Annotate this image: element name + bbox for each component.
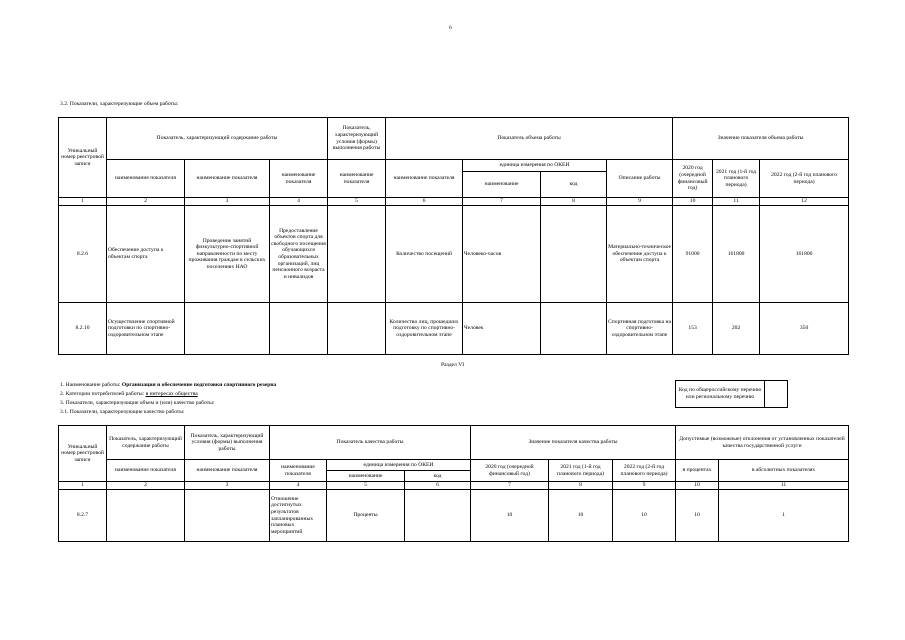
cell-indicator: Количество лиц, прошедших подготовку по спортивно-оздоровительном этапе bbox=[386, 303, 463, 355]
h-quality: Показатель качества работы bbox=[270, 426, 471, 460]
consumers-value: в интересах общества bbox=[145, 391, 198, 397]
col-num: 2 bbox=[107, 198, 185, 206]
code-box-value bbox=[763, 380, 788, 408]
h-name: наименование показателя bbox=[270, 160, 328, 198]
h-description: Описание работы bbox=[607, 160, 673, 198]
h-content: Показатель, характеризующий содержание работы bbox=[107, 426, 185, 460]
col-num: 11 bbox=[713, 198, 760, 206]
col-num: 12 bbox=[760, 198, 849, 206]
cell-indicator: Количество посещений bbox=[386, 206, 463, 303]
col-num: 9 bbox=[613, 482, 676, 490]
cell-condition bbox=[328, 206, 386, 303]
h-percent: в процентах bbox=[676, 460, 719, 482]
h-unique: Уникальный номер реестровой записи bbox=[59, 426, 107, 482]
volume-table bbox=[58, 117, 849, 355]
h-year-2021: 2021 год (1-й год планового периода) bbox=[713, 160, 760, 198]
h-name: наименование показателя bbox=[270, 460, 327, 482]
cell-value-2020: 153 bbox=[673, 303, 713, 355]
cell-percent: 10 bbox=[676, 490, 719, 542]
table1-title: 3.2. Показатели, характеризующие объем работы: bbox=[60, 101, 179, 107]
cell-value-2021: 10 bbox=[549, 490, 613, 542]
h-unit-code: код bbox=[405, 471, 471, 482]
h-okei: единица измерения по ОКЕИ bbox=[327, 460, 471, 471]
code-box-label: Код по общероссийскому перечню или региональному перечню bbox=[678, 387, 762, 400]
h-value: Значение показателя объема работы bbox=[673, 118, 849, 160]
h-name: наименование показателя bbox=[386, 160, 463, 198]
cell-unit-code bbox=[541, 303, 607, 355]
table-row bbox=[59, 490, 849, 542]
cell-value-2021: 161800 bbox=[713, 206, 760, 303]
col-num: 5 bbox=[327, 482, 405, 490]
col-num: 10 bbox=[673, 198, 713, 206]
cell-content bbox=[107, 490, 185, 542]
h-unit-name: наименование bbox=[327, 471, 405, 482]
cell-unit-code bbox=[541, 206, 607, 303]
col-num: 1 bbox=[59, 198, 107, 206]
col-num: 8 bbox=[541, 198, 607, 206]
h-volume: Показатель объема работы bbox=[386, 118, 673, 160]
col-num: 4 bbox=[270, 482, 327, 490]
col-num: 10 bbox=[676, 482, 719, 490]
col-num: 11 bbox=[719, 482, 849, 490]
indicators-line: 3. Показатели, характеризующие объем и (или) качество работы: bbox=[60, 400, 215, 406]
h-absolute: в абсолютных показателях bbox=[719, 460, 849, 482]
cell-value-2022: 10 bbox=[613, 490, 676, 542]
col-num: 1 bbox=[59, 482, 107, 490]
col-num: 6 bbox=[405, 482, 471, 490]
cell-unit-name: Проценты bbox=[327, 490, 405, 542]
h-value: Значение показателя качества работы bbox=[471, 426, 676, 460]
h-year-2022: 2022 год (2-й год планового периода) bbox=[613, 460, 676, 482]
code-box bbox=[675, 380, 765, 408]
cell-value-2022: 350 bbox=[760, 303, 849, 355]
h-unit-code: код bbox=[541, 172, 607, 198]
cell-unique: 8.2.6 bbox=[59, 206, 107, 303]
page-number: 6 bbox=[449, 25, 452, 31]
section-title: Раздел VI bbox=[441, 362, 465, 368]
col-num: 2 bbox=[107, 482, 185, 490]
h-unit-name: наименование bbox=[463, 172, 541, 198]
quality-table bbox=[58, 425, 849, 542]
col-num: 3 bbox=[185, 482, 270, 490]
cell-content bbox=[270, 303, 328, 355]
h-year-2020: 2020 год (очередной финансовый год) bbox=[471, 460, 549, 482]
h-name: наименование показателя bbox=[107, 460, 185, 482]
h-year-2021: 2021 год (1-й год планового периода) bbox=[549, 460, 613, 482]
col-num: 6 bbox=[386, 198, 463, 206]
h-name: наименование показателя bbox=[185, 160, 270, 198]
h-year-2022: 2022 год (2-й год планового периода) bbox=[760, 160, 849, 198]
h-deviation: Допустимые (возможные) отклонения от установленных показателей качества государственной услуги bbox=[676, 426, 849, 460]
work-name-label: 1. Наименование работы: bbox=[60, 382, 122, 388]
h-unique: Уникальный номер реестровой записи bbox=[59, 118, 107, 198]
cell-content: Осуществление спортивной подготовки по спортивно-оздоровительном этапе bbox=[107, 303, 185, 355]
cell-value-2022: 161800 bbox=[760, 206, 849, 303]
cell-content: Проведение занятий физкультурно-спортивной направленности по месту проживания граждан в сельских поселениях НАО bbox=[185, 206, 270, 303]
h-name: наименование показателя bbox=[328, 160, 386, 198]
column-numbers-row bbox=[59, 482, 849, 490]
h-conditions: Показатель, характеризующий условия (формы) выполнения работы bbox=[328, 118, 386, 160]
cell-absolute: 1 bbox=[719, 490, 849, 542]
cell-value-2020: 91000 bbox=[673, 206, 713, 303]
cell-unit-name: Человеко-часов bbox=[463, 206, 541, 303]
col-num: 8 bbox=[549, 482, 613, 490]
cell-unique: 8.2.10 bbox=[59, 303, 107, 355]
cell-unique: 8.2.7 bbox=[59, 490, 107, 542]
consumers-line bbox=[60, 390, 276, 399]
col-num: 4 bbox=[270, 198, 328, 206]
cell-description: Материально-техническое обеспечение доступа к объектам спорта bbox=[607, 206, 673, 303]
table-row bbox=[59, 303, 849, 355]
cell-description: Спортивная подготовка на спортивно-оздоровительном этапе bbox=[607, 303, 673, 355]
cell-unit-code bbox=[405, 490, 471, 542]
h-content: Показатель, характеризующий содержание работы bbox=[107, 118, 328, 160]
cell-content bbox=[185, 303, 270, 355]
col-num: 7 bbox=[463, 198, 541, 206]
h-year-2020: 2020 год (очередной финансовый год) bbox=[673, 160, 713, 198]
quality-indicators-line: 3.1. Показатели, характеризующие качество работы: bbox=[60, 409, 185, 415]
cell-condition bbox=[328, 303, 386, 355]
cell-content: Предоставление объектов спорта для свободного посещения обучающихся образовательных организаций, лиц пенсионного возраста и инвалидов bbox=[270, 206, 328, 303]
work-info bbox=[60, 381, 276, 417]
h-name: наименование показателя bbox=[107, 160, 185, 198]
col-num: 5 bbox=[328, 198, 386, 206]
table-row bbox=[59, 206, 849, 303]
h-conditions: Показатель, характеризующий условия (формы) выполнения работы bbox=[185, 426, 270, 460]
col-num: 9 bbox=[607, 198, 673, 206]
col-num: 3 bbox=[185, 198, 270, 206]
consumers-label: 2. Категории потребителей работы: bbox=[60, 391, 146, 397]
cell-indicator: Отношение достигнутых результатов запланированных плановых мероприятий bbox=[270, 490, 327, 542]
h-name: наименование показателя bbox=[185, 460, 270, 482]
cell-condition bbox=[185, 490, 270, 542]
h-okei: единица измерения по ОКЕИ bbox=[463, 160, 607, 172]
col-num: 7 bbox=[471, 482, 549, 490]
cell-value-2021: 202 bbox=[713, 303, 760, 355]
cell-value-2020: 10 bbox=[471, 490, 549, 542]
work-name-line bbox=[60, 381, 276, 390]
work-name-value: Организация и обеспечение подготовки спортивного резерва bbox=[121, 382, 277, 388]
cell-unit-name: Человек bbox=[463, 303, 541, 355]
column-numbers-row bbox=[59, 198, 849, 206]
cell-content: Обеспечение доступа к объектам спорта bbox=[107, 206, 185, 303]
